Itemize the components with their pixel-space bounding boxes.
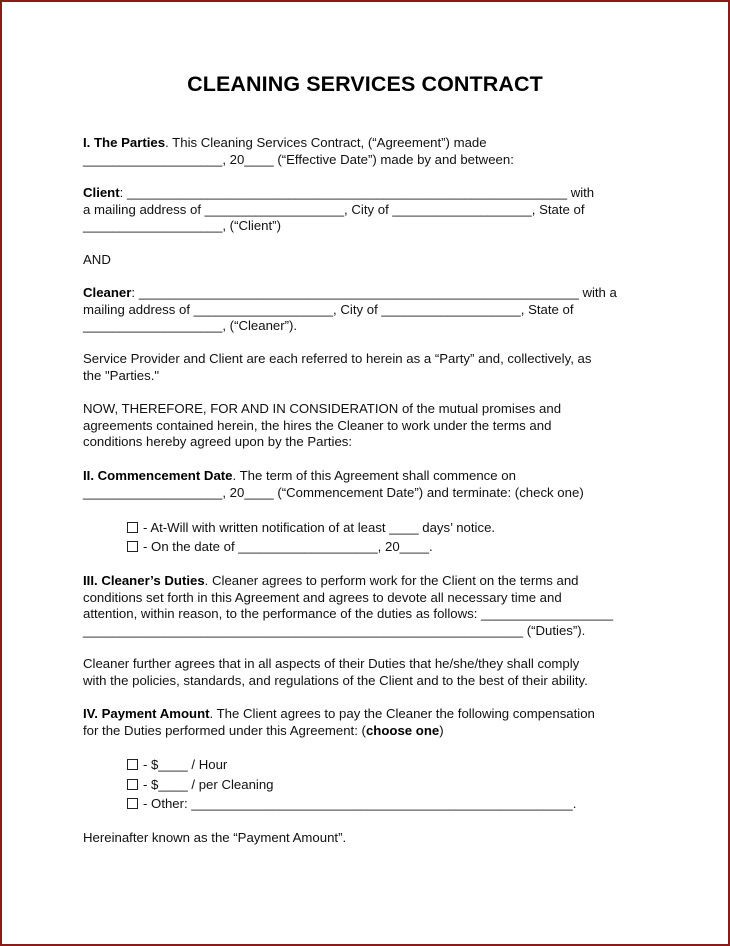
term-option-at-will[interactable] (127, 520, 495, 537)
choose-one-label: choose one (365, 722, 440, 738)
option-label: - $____ / per Cleaning (143, 777, 274, 792)
section-heading-parties: I. The Parties (83, 135, 166, 150)
payment-option-hourly[interactable] (127, 757, 227, 774)
option-label: - On the date of ___________________, 20____. (143, 539, 433, 554)
client-block (83, 185, 653, 235)
cleaner-block (83, 285, 653, 335)
client-name-field[interactable]: : ____________________________________________________________ with (119, 185, 595, 200)
parties-note-line: the "Parties." (83, 367, 160, 383)
document-title: CLEANING SERVICES CONTRACT (187, 72, 543, 96)
option-label: - Other: ____________________________________________________. (143, 796, 577, 811)
section-heading-commencement: II. Commencement Date (83, 468, 233, 483)
duties-text: . Cleaner agrees to perform work for the Client on the terms and (204, 573, 579, 588)
cleaner-address-field[interactable]: mailing address of ___________________, City of ___________________, State of (83, 301, 574, 317)
checkbox-icon[interactable] (127, 522, 138, 533)
payment-text: ) (439, 722, 444, 738)
checkbox-icon[interactable] (127, 759, 138, 770)
section-duties (83, 573, 653, 640)
checkbox-icon[interactable] (127, 541, 138, 552)
further-line: with the policies, standards, and regulations of the Client and to the best of their ability. (83, 672, 588, 688)
payment-text: . The Client agrees to pay the Cleaner the following compensation (209, 706, 595, 721)
payment-option-other[interactable] (127, 796, 576, 813)
term-option-date[interactable] (127, 539, 433, 556)
section-commencement (83, 468, 653, 501)
hereinafter-text: Hereinafter known as the “Payment Amount”. (83, 830, 347, 845)
duties-field[interactable]: ____________________________________________________________ (“Duties”). (83, 623, 586, 639)
recital-line: agreements contained herein, the hires the Cleaner to work under the terms and (83, 417, 552, 433)
parties-note-line: Service Provider and Client are each referred to herein as a “Party” and, collectively, as (83, 351, 592, 366)
client-state-field[interactable]: ___________________, (“Client”) (83, 218, 281, 234)
section-heading-duties: III. Cleaner’s Duties (83, 573, 205, 588)
recital-paragraph (83, 401, 653, 451)
cleaner-name-field[interactable]: : ____________________________________________________________ with a (131, 285, 617, 300)
checkbox-icon[interactable] (127, 798, 138, 809)
further-line: Cleaner further agrees that in all aspects of their Duties that he/she/they shall comply (83, 656, 580, 671)
payment-text: for the Duties performed under this Agreement: ( (83, 722, 366, 738)
section-payment (83, 706, 653, 739)
client-label: Client (83, 185, 120, 200)
checkbox-icon[interactable] (127, 779, 138, 790)
parties-text: . This Cleaning Services Contract, (“Agreement”) made (165, 135, 487, 150)
commencement-text: . The term of this Agreement shall commence on (232, 468, 516, 483)
commencement-date-field[interactable]: ___________________, 20____ (“Commencement Date”) and terminate: (check one) (83, 484, 584, 500)
parties-date-line: ___________________, 20____ (“Effective Date”) made by and between: (83, 151, 514, 167)
payment-option-per-cleaning[interactable] (127, 777, 274, 794)
recital-line: NOW, THEREFORE, FOR AND IN CONSIDERATION of the mutual promises and (83, 401, 562, 416)
option-label: - $____ / Hour (143, 757, 228, 772)
parties-note (83, 351, 653, 384)
option-label: - At-Will with written notification of at least ____ days’ notice. (143, 520, 496, 535)
further-paragraph (83, 656, 653, 689)
client-address-field[interactable]: a mailing address of ___________________, City of ___________________, State of (83, 201, 585, 217)
cleaner-label: Cleaner (83, 285, 132, 300)
duties-field[interactable]: attention, within reason, to the performance of the duties as follows: __________________ (83, 606, 614, 622)
section-heading-payment: IV. Payment Amount (83, 706, 210, 721)
cleaner-state-field[interactable]: ___________________, (“Cleaner”). (83, 318, 298, 334)
recital-line: conditions hereby agreed upon by the Parties: (83, 434, 353, 450)
section-parties (83, 135, 653, 168)
duties-text: conditions set forth in this Agreement and agrees to devote all necessary time and (83, 589, 562, 605)
and-label: AND (83, 252, 111, 267)
